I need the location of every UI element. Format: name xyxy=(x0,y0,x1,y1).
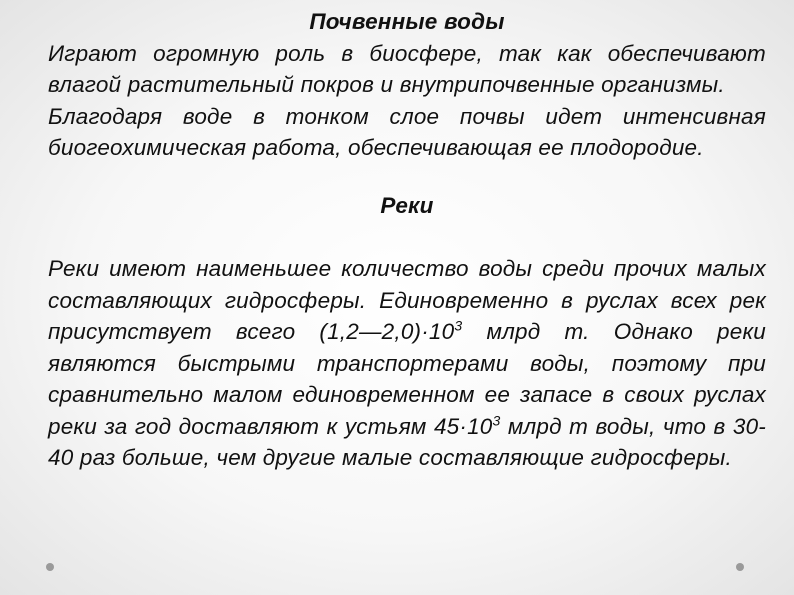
rivers-text-part1: Реки имеют наименьшее количество воды среди прочих малых составляющих гидросферы. Единовременно в руслах всех рек присутствует всего (1,2—2,0)·10 xyxy=(48,256,766,344)
spacer xyxy=(48,221,766,253)
rivers-text-part2: млрд т. Однако реки являются быстрыми транспортерами воды, поэтому при сравнительно малом единовременном ее запасе в своих руслах реки за год доставляют к устьям 45·10 xyxy=(48,319,766,439)
section-title-soil-water: Почвенные воды xyxy=(309,9,505,34)
paragraph-rivers xyxy=(48,253,766,474)
paragraph-soil-role: Играют огромную роль в биосфере, так как обеспечивают влагой растительный покров и внутрипочвенные организмы. xyxy=(48,40,766,97)
spacer xyxy=(48,164,766,190)
rivers-exponent-2: 3 xyxy=(492,412,501,428)
rivers-text-part3: млрд т воды, что в 30-40 раз больше, чем другие малые составляющие гидросферы. xyxy=(48,413,766,470)
decorative-dot-left xyxy=(46,563,54,571)
decorative-dot-right xyxy=(736,563,744,571)
section-title-rivers: Реки xyxy=(380,192,434,218)
rivers-exponent-1: 3 xyxy=(454,317,463,334)
slide-content xyxy=(48,6,766,474)
paragraph-soil-biogeochem: Благодаря воде в тонком слое почвы идет интенсивная биогеохимическая работа, обеспечивающая ее плодородие. xyxy=(48,103,766,160)
